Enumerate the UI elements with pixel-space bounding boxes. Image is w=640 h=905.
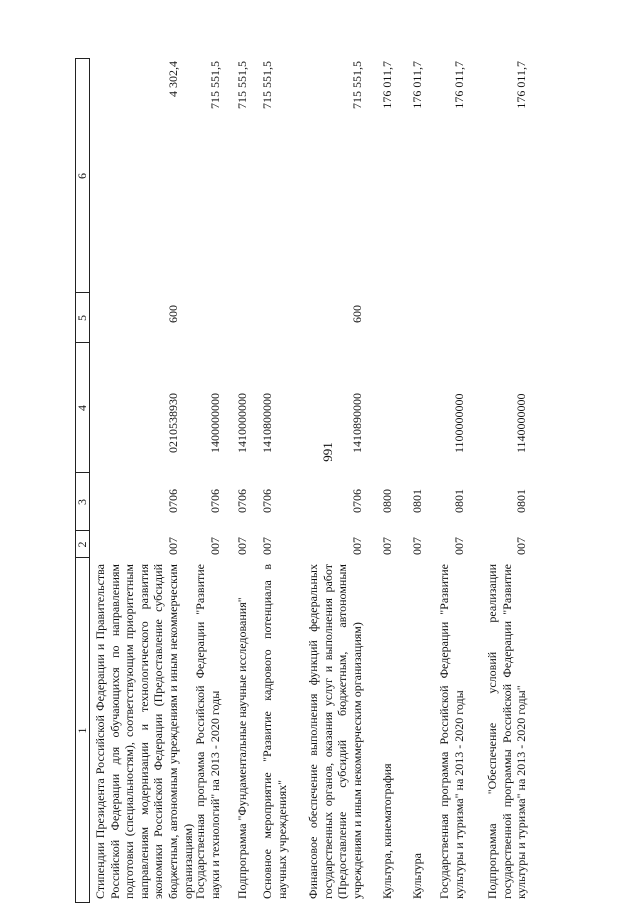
row-amount: 176 011,7 [514, 61, 528, 109]
row-code-2: 007 [514, 537, 528, 555]
row-amount: 176 011,7 [410, 61, 424, 109]
page-number: 991 [320, 442, 335, 462]
header-col-1: 1 [75, 727, 89, 734]
row-amount: 715 551,5 [235, 61, 249, 109]
row-name: Стипендии Президента Российской Федерации и Правительства Российской Федерации для обучающихся по направлениям подготовки (специальностям), соответствующим приоритетным направлениям модернизации и технологического развития экономики Российской Федерации (Предоставление субсидий бюджетным, автономным учреждениям и иным некоммерческим организациям) [93, 564, 195, 899]
row-code-3: 0801 [410, 489, 424, 513]
row-name: Финансовое обеспечение выполнения функций федеральных государственных органов, оказания услуг и выполнения работ (Предоставление субсидий бюджетным, автономным учреждениям и иным некоммерческим организациям) [306, 564, 364, 899]
row-amount: 176 011,7 [380, 61, 394, 109]
row-code-3: 0706 [260, 489, 274, 513]
row-code-3: 0706 [235, 489, 249, 513]
header-col-6: 6 [75, 173, 89, 179]
row-amount: 4 302,4 [166, 61, 180, 97]
row-code-3: 0706 [166, 489, 180, 513]
row-name: Культура, кинематография [380, 763, 394, 899]
row-code-2: 007 [235, 537, 249, 555]
row-code-2: 007 [260, 537, 274, 555]
row-name: Подпрограмма "Обеспечение условий реализации государственной программы Российской Федерации "Развитие культуры и туризма" на 2013 - 2020 годы" [485, 564, 529, 899]
row-code-4: 1140000000 [514, 393, 528, 453]
row-code-2: 007 [350, 537, 364, 555]
row-code-4: 0210538930 [166, 393, 180, 453]
row-amount: 715 551,5 [208, 61, 222, 109]
header-bottom-rule [89, 58, 90, 903]
row-name: Культура [410, 853, 424, 899]
row-code-3: 0706 [350, 489, 364, 513]
row-code-3: 0706 [208, 489, 222, 513]
header-col-2: 2 [75, 541, 89, 548]
row-amount: 715 551,5 [350, 61, 364, 109]
header-col-4: 4 [75, 405, 89, 411]
row-code-2: 007 [380, 537, 394, 555]
row-name: Государственная программа Российской Федерации "Развитие науки и технологий" на 2013 - 2020 годы [193, 564, 222, 899]
row-name: Государственная программа Российской Федерации "Развитие культуры и туризма" на 2013 - 2020 годы [437, 564, 466, 899]
row-code-4: 1100000000 [452, 393, 466, 453]
row-code-2: 007 [410, 537, 424, 555]
row-amount: 176 011,7 [452, 61, 466, 109]
row-code-4: 1410800000 [260, 393, 274, 453]
header-col-5: 5 [75, 315, 89, 321]
header-col-3: 3 [75, 499, 89, 505]
row-amount: 715 551,5 [260, 61, 274, 109]
row-code-4: 1410000000 [235, 393, 249, 453]
row-code-2: 007 [452, 537, 466, 555]
row-name: Основное мероприятие "Развитие кадрового потенциала в научных учреждениях" [260, 564, 289, 899]
row-code-2: 007 [166, 537, 180, 555]
row-name: Подпрограмма "Фундаментальные научные исследования" [235, 597, 249, 899]
row-code-3: 0801 [514, 489, 528, 513]
row-code-4: 1400000000 [208, 393, 222, 453]
row-code-5: 600 [166, 305, 180, 323]
row-code-2: 007 [208, 537, 222, 555]
row-code-3: 0800 [380, 489, 394, 513]
row-code-3: 0801 [452, 489, 466, 513]
budget-table [75, 58, 575, 903]
row-code-5: 600 [350, 305, 364, 323]
row-code-4: 1410890000 [350, 393, 364, 453]
